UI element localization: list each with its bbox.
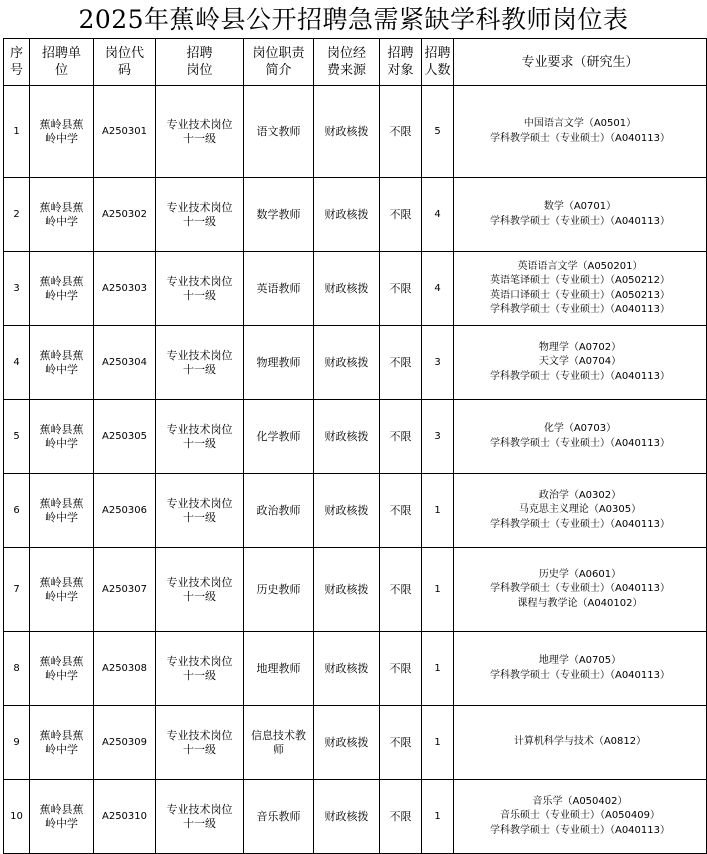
cell-duty xyxy=(244,400,314,474)
cell-line: 专业技术岗位 xyxy=(166,200,233,214)
cell-line: 岭中学 xyxy=(45,131,78,145)
cell-line: 信息技术教 xyxy=(251,728,306,742)
cell-post xyxy=(156,178,244,252)
cell-target: 不限 xyxy=(380,706,422,780)
table-row xyxy=(4,548,707,632)
cell-seq: 8 xyxy=(4,632,30,706)
cell-line: 岭中学 xyxy=(45,214,78,228)
header-unit: 招聘单 位 xyxy=(30,39,94,86)
header-duty: 岗位职责 简介 xyxy=(244,39,314,86)
cell-code: A250301 xyxy=(94,86,156,178)
cell-post xyxy=(156,780,244,854)
cell-line: 物理学（A0702） xyxy=(538,341,622,353)
cell-fund: 财政核拨 xyxy=(314,632,380,706)
cell-line: 岭中学 xyxy=(45,816,78,830)
cell-fund: 财政核拨 xyxy=(314,400,380,474)
cell-seq: 9 xyxy=(4,706,30,780)
cell-major xyxy=(454,632,707,706)
cell-line: 岭中学 xyxy=(45,362,78,376)
cell-line: 地理教师 xyxy=(256,661,301,675)
cell-line: 蕉岭县蕉 xyxy=(39,496,84,510)
cell-line: 学科教学硕士（专业硕士）（A040113） xyxy=(489,437,670,449)
cell-fund: 财政核拨 xyxy=(314,548,380,632)
cell-fund: 财政核拨 xyxy=(314,706,380,780)
cell-post xyxy=(156,706,244,780)
cell-target: 不限 xyxy=(380,632,422,706)
cell-unit xyxy=(30,178,94,252)
cell-seq: 4 xyxy=(4,326,30,400)
cell-unit xyxy=(30,706,94,780)
cell-line: 蕉岭县蕉 xyxy=(39,654,84,668)
cell-count: 1 xyxy=(422,474,454,548)
cell-code: A250304 xyxy=(94,326,156,400)
cell-post xyxy=(156,632,244,706)
cell-line: 岭中学 xyxy=(45,742,78,756)
cell-line: 音乐教师 xyxy=(256,809,301,823)
cell-line: 专业技术岗位 xyxy=(166,348,233,362)
cell-line: 专业技术岗位 xyxy=(166,728,233,742)
cell-line: 物理教师 xyxy=(256,355,301,369)
cell-line: 音乐硕士（专业硕士）（A050409） xyxy=(499,810,660,822)
cell-duty xyxy=(244,706,314,780)
cell-code: A250310 xyxy=(94,780,156,854)
cell-line: 专业技术岗位 xyxy=(166,575,233,589)
cell-code: A250308 xyxy=(94,632,156,706)
cell-line: 岭中学 xyxy=(45,288,78,302)
cell-target: 不限 xyxy=(380,780,422,854)
cell-line: 岭中学 xyxy=(45,668,78,682)
cell-unit xyxy=(30,780,94,854)
header-code: 岗位代 码 xyxy=(94,39,156,86)
header-seq: 序 号 xyxy=(4,39,30,86)
cell-line: 学科教学硕士（专业硕士）（A040113） xyxy=(489,370,670,382)
cell-line: 马克思主义理论（A0305） xyxy=(518,504,642,516)
cell-line: 蕉岭县蕉 xyxy=(39,200,84,214)
table-row xyxy=(4,474,707,548)
cell-seq: 10 xyxy=(4,780,30,854)
header-fund: 岗位经 费来源 xyxy=(314,39,380,86)
cell-seq: 7 xyxy=(4,548,30,632)
cell-major xyxy=(454,86,707,178)
cell-line: 十一级 xyxy=(183,436,216,450)
cell-post xyxy=(156,474,244,548)
cell-seq: 6 xyxy=(4,474,30,548)
cell-line: 音乐学（A050402） xyxy=(532,795,628,807)
cell-line: 中国语言文学（A0501） xyxy=(523,118,637,129)
cell-line: 历史学（A0601） xyxy=(538,568,622,580)
cell-line: 学科教学硕士（专业硕士）（A040113） xyxy=(489,518,670,530)
cell-unit xyxy=(30,252,94,326)
table-body xyxy=(4,86,707,854)
cell-duty xyxy=(244,548,314,632)
cell-major xyxy=(454,548,707,632)
cell-line: 学科教学硕士（专业硕士）（A040113） xyxy=(489,824,670,836)
cell-target: 不限 xyxy=(380,326,422,400)
cell-line: 十一级 xyxy=(183,510,216,524)
cell-major xyxy=(454,252,707,326)
cell-target: 不限 xyxy=(380,474,422,548)
cell-count: 1 xyxy=(422,780,454,854)
table-row xyxy=(4,632,707,706)
cell-line: 英语口译硕士（专业硕士）（A050213） xyxy=(489,289,670,301)
cell-fund: 财政核拨 xyxy=(314,326,380,400)
cell-line: 语文教师 xyxy=(256,124,301,138)
cell-line: 数学（A0701） xyxy=(543,201,617,212)
cell-seq: 1 xyxy=(4,86,30,178)
cell-line: 十一级 xyxy=(183,668,216,682)
cell-duty xyxy=(244,252,314,326)
cell-line: 学科教学硕士（专业硕士）（A040113） xyxy=(489,304,670,315)
cell-line: 政治教师 xyxy=(256,503,301,517)
positions-table xyxy=(3,38,707,854)
table-row xyxy=(4,86,707,178)
cell-line: 师 xyxy=(273,742,284,756)
cell-line: 蕉岭县蕉 xyxy=(39,575,84,589)
cell-line: 历史教师 xyxy=(256,582,301,596)
cell-line: 岭中学 xyxy=(45,436,78,450)
cell-post xyxy=(156,548,244,632)
cell-major xyxy=(454,178,707,252)
table-row xyxy=(4,400,707,474)
cell-code: A250307 xyxy=(94,548,156,632)
cell-post xyxy=(156,252,244,326)
cell-target: 不限 xyxy=(380,252,422,326)
cell-line: 十一级 xyxy=(183,288,216,302)
header-target: 招聘 对象 xyxy=(380,39,422,86)
cell-line: 专业技术岗位 xyxy=(166,422,233,436)
cell-line: 岭中学 xyxy=(45,589,78,603)
cell-post xyxy=(156,326,244,400)
cell-unit xyxy=(30,86,94,178)
cell-line: 课程与教学论（A040102） xyxy=(517,597,643,609)
cell-line: 政治学（A0302） xyxy=(538,489,622,501)
cell-line: 地理学（A0705） xyxy=(538,655,622,666)
cell-unit xyxy=(30,632,94,706)
header-row xyxy=(4,39,707,86)
cell-unit xyxy=(30,326,94,400)
cell-seq: 2 xyxy=(4,178,30,252)
cell-code: A250303 xyxy=(94,252,156,326)
cell-target: 不限 xyxy=(380,400,422,474)
cell-line: 十一级 xyxy=(183,214,216,228)
cell-count: 5 xyxy=(422,86,454,178)
cell-line: 十一级 xyxy=(183,742,216,756)
cell-major xyxy=(454,400,707,474)
cell-line: 英语教师 xyxy=(256,281,301,295)
cell-post xyxy=(156,400,244,474)
cell-line: 十一级 xyxy=(183,131,216,145)
cell-duty xyxy=(244,780,314,854)
table-row xyxy=(4,178,707,252)
cell-duty xyxy=(244,632,314,706)
cell-fund: 财政核拨 xyxy=(314,178,380,252)
cell-line: 学科教学硕士（专业硕士）（A040113） xyxy=(489,669,670,681)
cell-duty xyxy=(244,326,314,400)
cell-line: 岭中学 xyxy=(45,510,78,524)
cell-line: 蕉岭县蕉 xyxy=(39,422,84,436)
cell-line: 数学教师 xyxy=(256,207,301,221)
cell-seq: 3 xyxy=(4,252,30,326)
cell-count: 4 xyxy=(422,252,454,326)
cell-target: 不限 xyxy=(380,548,422,632)
cell-major xyxy=(454,706,707,780)
cell-unit xyxy=(30,548,94,632)
header-post: 招聘 岗位 xyxy=(156,39,244,86)
cell-duty xyxy=(244,86,314,178)
cell-line: 十一级 xyxy=(183,589,216,603)
cell-line: 专业技术岗位 xyxy=(166,274,233,288)
cell-line: 蕉岭县蕉 xyxy=(39,274,84,288)
cell-fund: 财政核拨 xyxy=(314,252,380,326)
cell-line: 学科教学硕士（专业硕士）（A040113） xyxy=(489,132,670,144)
cell-line: 蕉岭县蕉 xyxy=(39,728,84,742)
cell-unit xyxy=(30,474,94,548)
cell-line: 十一级 xyxy=(183,362,216,376)
cell-line: 计算机科学与技术（A0812） xyxy=(513,736,647,748)
cell-line: 专业技术岗位 xyxy=(166,496,233,510)
cell-duty xyxy=(244,178,314,252)
cell-code: A250302 xyxy=(94,178,156,252)
cell-line: 天文学（A0704） xyxy=(538,356,622,368)
cell-fund: 财政核拨 xyxy=(314,474,380,548)
cell-unit xyxy=(30,400,94,474)
cell-line: 英语笔译硕士（专业硕士）（A050212） xyxy=(489,275,670,286)
cell-count: 4 xyxy=(422,178,454,252)
cell-major xyxy=(454,326,707,400)
cell-count: 1 xyxy=(422,706,454,780)
table-row xyxy=(4,706,707,780)
cell-line: 蕉岭县蕉 xyxy=(39,348,84,362)
cell-line: 化学（A0703） xyxy=(543,423,617,434)
table-row xyxy=(4,252,707,326)
cell-count: 1 xyxy=(422,632,454,706)
cell-line: 英语语言文学（A050201） xyxy=(517,260,643,272)
cell-major xyxy=(454,474,707,548)
cell-post xyxy=(156,86,244,178)
cell-fund: 财政核拨 xyxy=(314,86,380,178)
cell-line: 蕉岭县蕉 xyxy=(39,802,84,816)
cell-line: 学科教学硕士（专业硕士）（A040113） xyxy=(489,215,670,227)
cell-code: A250309 xyxy=(94,706,156,780)
cell-count: 3 xyxy=(422,400,454,474)
cell-target: 不限 xyxy=(380,86,422,178)
cell-count: 1 xyxy=(422,548,454,632)
cell-line: 化学教师 xyxy=(256,429,301,443)
table-row xyxy=(4,780,707,854)
cell-line: 专业技术岗位 xyxy=(166,802,233,816)
header-major: 专业要求（研究生） xyxy=(454,39,707,86)
cell-line: 十一级 xyxy=(183,816,216,830)
cell-code: A250306 xyxy=(94,474,156,548)
cell-line: 专业技术岗位 xyxy=(166,654,233,668)
cell-duty xyxy=(244,474,314,548)
page-title: 2025年蕉岭县公开招聘急需紧缺学科教师岗位表 xyxy=(78,5,629,34)
cell-target: 不限 xyxy=(380,178,422,252)
cell-code: A250305 xyxy=(94,400,156,474)
cell-count: 3 xyxy=(422,326,454,400)
cell-fund: 财政核拨 xyxy=(314,780,380,854)
cell-line: 学科教学硕士（专业硕士）（A040113） xyxy=(489,583,670,595)
header-count: 招聘 人数 xyxy=(422,39,454,86)
table-row xyxy=(4,326,707,400)
cell-seq: 5 xyxy=(4,400,30,474)
cell-line: 蕉岭县蕉 xyxy=(39,117,84,131)
cell-line: 专业技术岗位 xyxy=(166,117,233,131)
cell-major xyxy=(454,780,707,854)
